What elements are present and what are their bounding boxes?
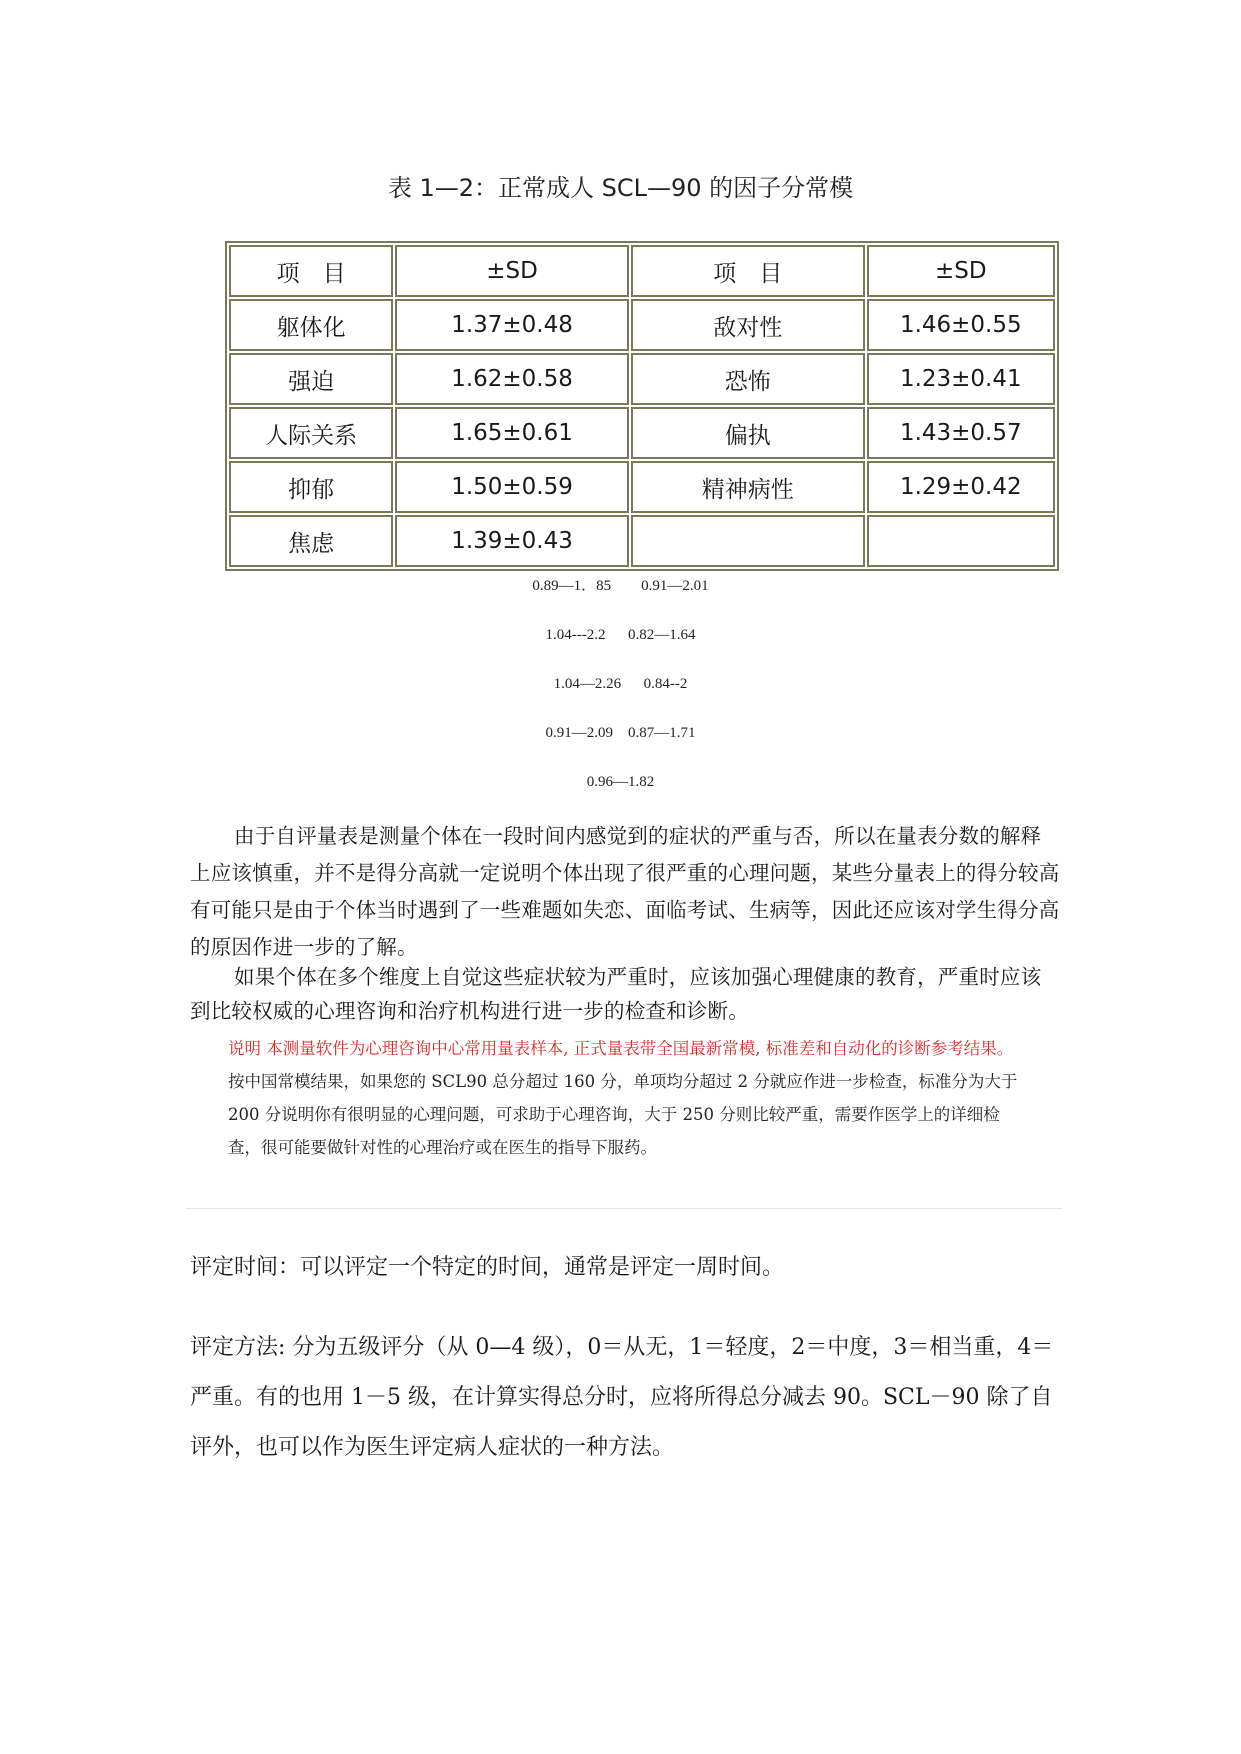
norms-table xyxy=(225,241,1059,571)
range-line: 1.04---2.2 0.82—1.64 xyxy=(545,627,696,643)
table-title: 表 1—2：正常成人 SCL—90 的因子分常模 xyxy=(387,174,854,202)
header-item-2: 项 目 xyxy=(631,245,865,297)
factor-value: 1.23±0.41 xyxy=(867,353,1055,405)
table-row xyxy=(229,353,1055,405)
table-row xyxy=(229,461,1055,513)
factor-value: 1.29±0.42 xyxy=(867,461,1055,513)
rating-time: 评定时间：可以评定一个特定的时间，通常是评定一周时间。 xyxy=(190,1255,785,1280)
table-row xyxy=(229,299,1055,351)
factor-name: 抑郁 xyxy=(229,461,393,513)
factor-value: 1.39±0.43 xyxy=(395,515,629,567)
factor-name: 焦虑 xyxy=(229,515,393,567)
note-red-text: 说明 本测量软件为心理咨询中心常用量表样本, 正式量表带全国最新常模, 标准差和自动化的诊断参考结果。 xyxy=(228,1039,1014,1058)
interpretation-text: 由于自评量表是测量个体在一段时间内感觉到的症状的严重与否，所以在量表分数的解释上应该慎重，并不是得分高就一定说明个体出现了很严重的心理问题，某些分量表上的得分较高有可能只是由于个体当时遇到了一些难题如失恋、面临考试、生病等，因此还应该对学生得分高的原因作进一步的了解。 xyxy=(190,824,1060,959)
software-note xyxy=(228,1032,1028,1164)
factor-value: 1.37±0.48 xyxy=(395,299,629,351)
factor-name: 精神病性 xyxy=(631,461,865,513)
recommendation-paragraph xyxy=(190,960,1060,1028)
range-line: 0.89—1．85 0.91—2.01 xyxy=(532,578,709,594)
header-item-1: 项 目 xyxy=(229,245,393,297)
factor-name: 躯体化 xyxy=(229,299,393,351)
empty-cell xyxy=(631,515,865,567)
recommendation-text: 如果个体在多个维度上自觉这些症状较为严重时，应该加强心理健康的教育，严重时应该到比较权威的心理咨询和治疗机构进行进一步的检查和诊断。 xyxy=(190,965,1042,1023)
header-sd-1: ±SD xyxy=(395,245,629,297)
table-row xyxy=(229,407,1055,459)
factor-value: 1.65±0.61 xyxy=(395,407,629,459)
factor-value: 1.43±0.57 xyxy=(867,407,1055,459)
factor-name: 偏执 xyxy=(631,407,865,459)
divider xyxy=(186,1208,1062,1209)
table-row xyxy=(229,515,1055,567)
factor-value: 1.62±0.58 xyxy=(395,353,629,405)
factor-name: 敌对性 xyxy=(631,299,865,351)
factor-name: 恐怖 xyxy=(631,353,865,405)
range-line: 0.96—1.82 xyxy=(586,774,655,790)
rating-method: 评定方法: 分为五级评分（从 0—4 级），0＝从无，1＝轻度，2＝中度，3＝相当重，4＝严重。有的也用 1－5 级，在计算实得总分时，应将所得总分减去 90。SCL－90 除了自评外，也可以作为医生评定病人症状的一种方法。 xyxy=(190,1335,1054,1460)
empty-cell xyxy=(867,515,1055,567)
header-sd-2: ±SD xyxy=(867,245,1055,297)
note-text: 按中国常模结果，如果您的 SCL90 总分超过 160 分，单项均分超过 2 分就应作进一步检查，标准分为大于 200 分说明你有很明显的心理问题，可求助于心理咨询，大于 250 分则比较严重，需要作医学上的详细检查，很可能要做针对性的心理治疗或在医生的指导下服药。 xyxy=(228,1072,1018,1157)
factor-name: 人际关系 xyxy=(229,407,393,459)
range-line: 1.04—2.26 0.84--2 xyxy=(553,676,688,692)
range-line: 0.91—2.09 0.87—1.71 xyxy=(545,725,696,741)
factor-name: 强迫 xyxy=(229,353,393,405)
factor-value: 1.50±0.59 xyxy=(395,461,629,513)
interpretation-paragraph xyxy=(190,818,1060,966)
factor-value: 1.46±0.55 xyxy=(867,299,1055,351)
table-header-row xyxy=(229,245,1055,297)
range-list xyxy=(0,576,1241,821)
